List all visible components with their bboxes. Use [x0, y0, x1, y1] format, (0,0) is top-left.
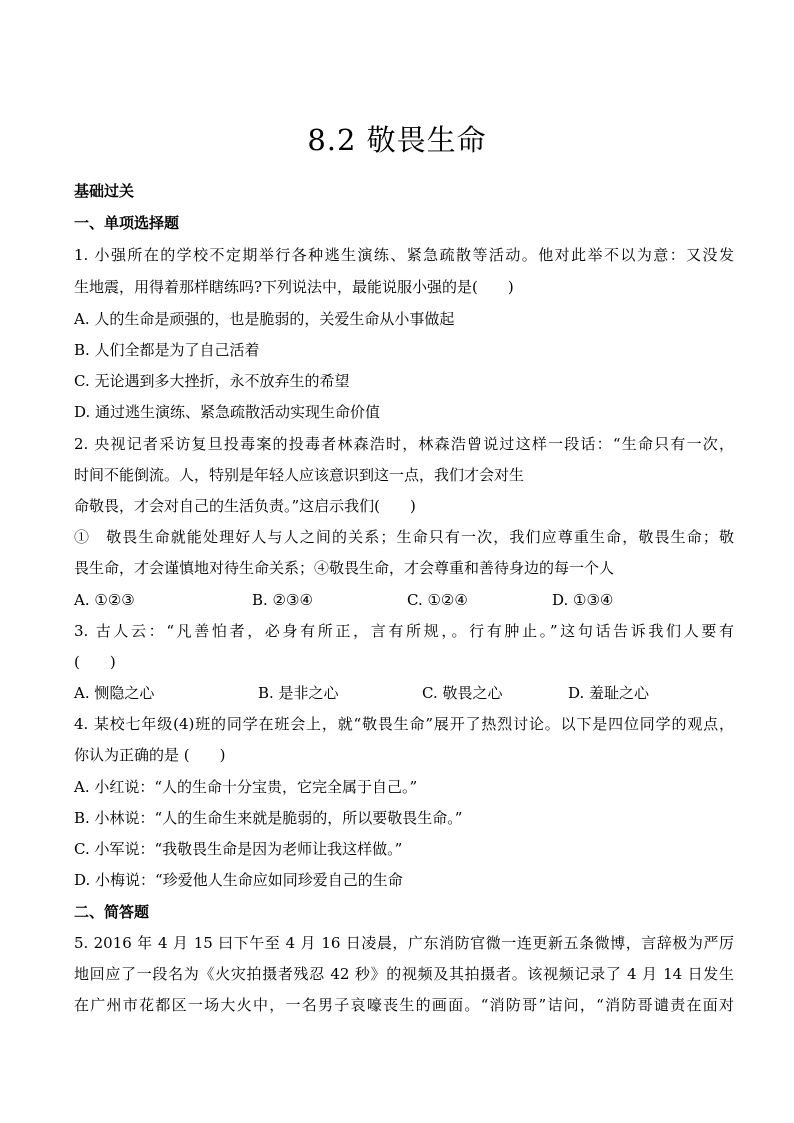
- q4-option-b: B. 小林说：“人的生命生来就是脆弱的，所以要敬畏生命。”: [74, 809, 463, 827]
- q4-stem-line-2: 你认为正确的是 ( ): [74, 746, 226, 764]
- q2-option-b: B. ②③④: [252, 591, 313, 609]
- page-title: 8.2 敬畏生命: [307, 123, 487, 157]
- q2-stem-line-5: 畏生命，才会谨慎地对待生命关系；④敬畏生命，才会尊重和善待身边的每一个人: [74, 559, 615, 577]
- q2-option-a: A. ①②③: [74, 591, 135, 609]
- q5-line-3: 在广州市花都区一场大火中，一名男子哀嚎丧生的画面。“消防哥”诘问，“消防哥谴责在面对: [74, 996, 734, 1014]
- q1-option-c: C. 无论遇到多大挫折，永不放弃生的希望: [74, 372, 350, 390]
- q4-option-d: D. 小梅说：“珍爱他人生命应如同珍爱自己的生命: [74, 871, 403, 889]
- q2-stem-line-3: 命敬畏，才会对自己的生活负责。”这启示我们( ): [74, 497, 416, 515]
- q3-stem-line-2: ( ): [74, 653, 116, 671]
- section-basic-heading: 基础过关: [74, 182, 135, 200]
- q2-stem-line-1: 2. 央视记者采访复旦投毒案的投毒者林森浩时，林森浩曾说过这样一段话：“生命只有一次，: [74, 435, 734, 453]
- q1-option-a: A. 人的生命是顽强的，也是脆弱的，关爱生命从小事做起: [74, 310, 455, 328]
- q1-option-d: D. 通过逃生演练、紧急疏散活动实现生命价值: [74, 403, 381, 421]
- q5-line-1: 5. 2016 年 4 月 15 曰下午至 4 月 16 日凌晨，广东消防官微一连更新五条微博，言辞极为严厉: [74, 934, 734, 952]
- section-short-answer-heading: 二、简答题: [74, 903, 150, 921]
- q1-option-b: B. 人们全都是为了自己活着: [74, 341, 260, 359]
- q3-option-a: A. 恻隐之心: [74, 684, 155, 702]
- q3-stem-line-1: 3. 古人云：“凡善怕者，必身有所正，言有所规，。行有肿止。”这句话告诉我们人要有: [74, 622, 734, 640]
- q1-stem-line-2: 生地震，用得着那样瞎练吗?下列说法中，最能说服小强的是( ): [74, 278, 514, 296]
- q4-option-a: A. 小红说：“人的生命十分宝贵，它完全属于自己。”: [74, 778, 418, 796]
- section-single-choice-heading: 一、单项选择题: [74, 214, 180, 232]
- q5-line-2: 地回应了一段名为《火灾拍摄者残忍 42 秒》的视频及其拍摄者。该视频记录了 4 月 14 日发生: [74, 965, 734, 983]
- q2-stem-line-4: ① 敬畏生命就能处理好人与人之间的关系；生命只有一次，我们应尊重生命，敬畏生命；敬: [74, 528, 734, 546]
- q1-stem-line-1: 1. 小强所在的学校不定期举行各种逃生演练、紧急疏散等活动。他对此举不以为意：又没发: [74, 246, 734, 264]
- q4-option-c: C. 小军说：“我敬畏生命是因为老师让我这样做。”: [74, 840, 403, 858]
- q3-option-d: D. 羞耻之心: [568, 684, 650, 702]
- q3-option-c: C. 敬畏之心: [422, 684, 503, 702]
- q4-stem-line-1: 4. 某校七年级(4)班的同学在班会上，就“敬畏生命”展开了热烈讨论。以下是四位同学的观点，: [74, 715, 734, 733]
- q2-option-c: C. ①②④: [407, 591, 468, 609]
- q3-option-b: B. 是非之心: [258, 684, 339, 702]
- q2-option-d: D. ①③④: [552, 591, 614, 609]
- q2-stem-line-2: 时间不能倒流。人，特别是年轻人应该意识到这一点，我们才会对生: [74, 466, 525, 484]
